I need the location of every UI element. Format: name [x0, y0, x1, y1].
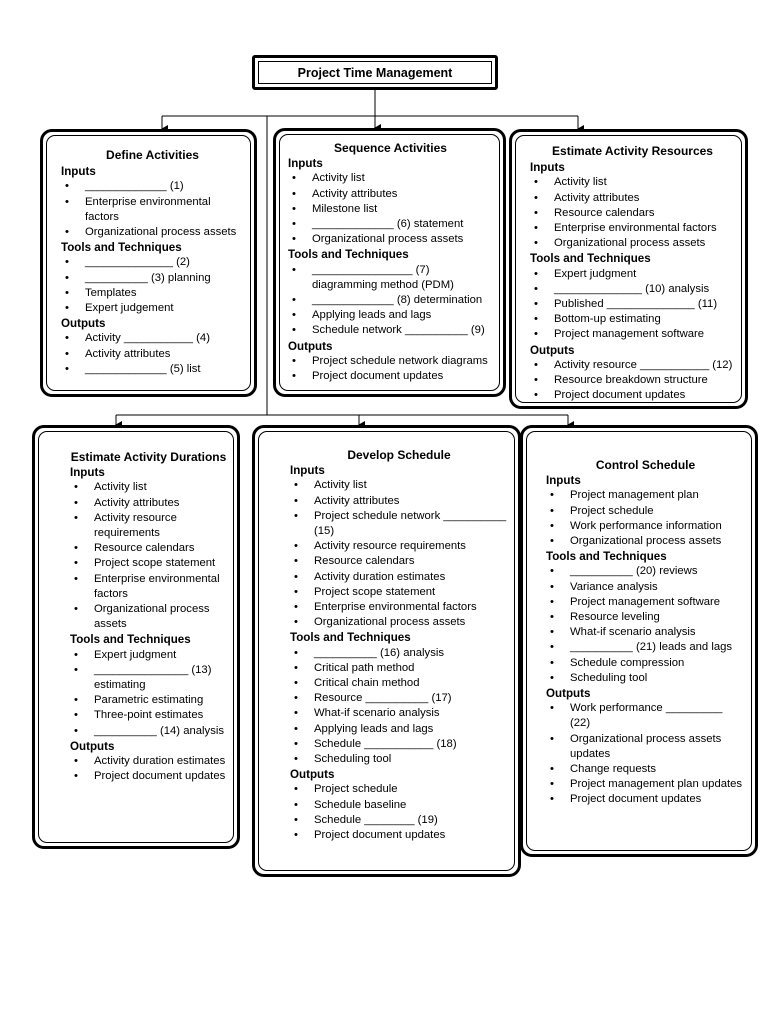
- list-item: • Schedule network __________ (9): [288, 323, 493, 338]
- list-item: • Activity ___________ (4): [61, 331, 244, 346]
- list-item: • Project document updates: [290, 828, 508, 843]
- box-title-estimate-activity-durations: Estimate Activity Durations: [70, 450, 227, 464]
- box-inner-estimate-activity-durations: [38, 431, 234, 843]
- list-inputs: [530, 175, 735, 251]
- list-item: • _____________ (8) determination: [288, 293, 493, 308]
- list-item: • Work performance information: [546, 519, 745, 534]
- list-item: • Resource __________ (17): [290, 691, 508, 706]
- list-item: • Milestone list: [288, 202, 493, 217]
- list-item: • Project document updates: [70, 769, 227, 784]
- section-heading-tools: Tools and Techniques: [530, 252, 651, 266]
- section-heading-inputs: Inputs: [288, 157, 323, 171]
- list-item: • Resource breakdown structure: [530, 373, 735, 388]
- section-heading-inputs: Inputs: [61, 165, 96, 179]
- box-title-control-schedule: Control Schedule: [595, 458, 696, 472]
- box-sequence-activities: [273, 128, 506, 397]
- list-item: • Organizational process assets: [61, 225, 244, 240]
- section-heading-outputs: Outputs: [546, 687, 591, 701]
- list-item: • Expert judgment: [70, 648, 227, 663]
- list-item: • Project scope statement: [70, 556, 227, 571]
- section-heading-tools: Tools and Techniques: [61, 241, 182, 255]
- list-tools: [61, 255, 244, 316]
- list-item: • Schedule baseline: [290, 798, 508, 813]
- list-item: • __________ (20) reviews: [546, 564, 745, 579]
- section-heading-inputs: Inputs: [290, 464, 325, 478]
- list-item: • Activity attributes: [530, 191, 735, 206]
- list-tools: [288, 263, 493, 339]
- list-inputs: [70, 480, 227, 632]
- list-item: • Critical chain method: [290, 676, 508, 691]
- list-item: • Activity list: [530, 175, 735, 190]
- list-item: • Activity attributes: [288, 187, 493, 202]
- list-item: • Organizational process assets: [546, 534, 745, 549]
- list-item: • Project schedule network diagrams: [288, 354, 493, 369]
- list-item: • Activity list: [290, 478, 508, 493]
- list-inputs: [546, 488, 745, 549]
- box-title-sequence-activities: Sequence Activities: [334, 141, 447, 155]
- list-item: • Activity attributes: [61, 347, 244, 362]
- section-heading-tools: Tools and Techniques: [70, 633, 191, 647]
- section-heading-outputs: Outputs: [61, 317, 106, 331]
- list-item: • Expert judgment: [530, 267, 735, 282]
- list-item: • Project management plan: [546, 488, 745, 503]
- box-inner-develop-schedule: [258, 431, 515, 871]
- section-heading-outputs: Outputs: [290, 768, 335, 782]
- list-item: • Scheduling tool: [546, 671, 745, 686]
- list-tools: [70, 648, 227, 739]
- list-item: • Enterprise environmental factors: [290, 600, 508, 615]
- list-item: • Organizational process assets: [530, 236, 735, 251]
- list-item: • Activity resource requirements: [70, 511, 227, 541]
- list-item: • _____________ (5) list: [61, 362, 244, 377]
- list-item: • Resource calendars: [290, 554, 508, 569]
- list-item: • ______________ (2): [61, 255, 244, 270]
- list-item: • _____________ (1): [61, 179, 244, 194]
- section-heading-tools: Tools and Techniques: [546, 550, 667, 564]
- section-heading-tools: Tools and Techniques: [290, 631, 411, 645]
- list-item: • Published ______________ (11): [530, 297, 735, 312]
- list-item: • Resource calendars: [530, 206, 735, 221]
- list-item: • Parametric estimating: [70, 693, 227, 708]
- list-tools: [546, 564, 745, 686]
- list-item: • Enterprise environmental factors: [61, 195, 244, 225]
- list-item: • Project scope statement: [290, 585, 508, 600]
- list-item: • Organizational process assets: [290, 615, 508, 630]
- box-develop-schedule: [252, 425, 521, 877]
- list-item: • What-if scenario analysis: [290, 706, 508, 721]
- list-item: • Project document updates: [546, 792, 745, 807]
- list-item: • Expert judgement: [61, 301, 244, 316]
- list-item: • Project management plan updates: [546, 777, 745, 792]
- list-item: • Change requests: [546, 762, 745, 777]
- list-item: • Variance analysis: [546, 580, 745, 595]
- list-item: • Activity resource requirements: [290, 539, 508, 554]
- list-item: • Schedule ___________ (18): [290, 737, 508, 752]
- list-item: • Schedule ________ (19): [290, 813, 508, 828]
- list-tools: [530, 267, 735, 343]
- list-item: • Project schedule: [546, 504, 745, 519]
- list-item: • Activity duration estimates: [70, 754, 227, 769]
- list-item: • __________ (14) analysis: [70, 724, 227, 739]
- list-item: • Project management software: [546, 595, 745, 610]
- list-outputs: [70, 754, 227, 784]
- title-box: [252, 55, 498, 90]
- list-item: • Organizational process assets updates: [546, 732, 745, 762]
- list-item: • Scheduling tool: [290, 752, 508, 767]
- list-item: • _____________ (6) statement: [288, 217, 493, 232]
- list-outputs: [288, 354, 493, 384]
- box-inner-control-schedule: [526, 431, 752, 851]
- list-inputs: [288, 171, 493, 247]
- box-inner-estimate-activity-resources: [515, 135, 742, 403]
- list-item: • Templates: [61, 286, 244, 301]
- section-heading-outputs: Outputs: [70, 739, 115, 753]
- list-inputs: [61, 179, 244, 240]
- list-item: • Activity duration estimates: [290, 570, 508, 585]
- list-inputs: [290, 478, 508, 630]
- diagram-title: Project Time Management: [258, 61, 492, 84]
- list-item: • Project schedule: [290, 782, 508, 797]
- list-item: • Organizational process assets: [70, 602, 227, 632]
- list-item: • Three-point estimates: [70, 708, 227, 723]
- list-item: • __________ (16) analysis: [290, 646, 508, 661]
- section-heading-tools: Tools and Techniques: [288, 248, 409, 262]
- box-estimate-activity-durations: [32, 425, 240, 849]
- list-item: • Activity list: [288, 171, 493, 186]
- list-item: • Critical path method: [290, 661, 508, 676]
- list-item: • Resource leveling: [546, 610, 745, 625]
- box-control-schedule: [520, 425, 758, 857]
- list-item: • Work performance _________ (22): [546, 701, 745, 731]
- list-item: • Project document updates: [288, 369, 493, 384]
- list-item: • Activity list: [70, 480, 227, 495]
- list-item: • Enterprise environmental factors: [70, 572, 227, 602]
- list-item: • _______________ (13) estimating: [70, 663, 227, 693]
- list-item: • Applying leads and lags: [290, 722, 508, 737]
- box-inner-sequence-activities: [279, 134, 500, 391]
- list-outputs: [530, 358, 735, 403]
- list-outputs: [546, 701, 745, 807]
- list-item: • Project document updates: [530, 388, 735, 403]
- box-title-define-activities: Define Activities: [106, 148, 199, 162]
- section-heading-outputs: Outputs: [530, 343, 575, 357]
- list-item: • Activity resource ___________ (12): [530, 358, 735, 373]
- list-outputs: [290, 782, 508, 843]
- box-inner-define-activities: [46, 135, 251, 391]
- list-item: • __________ (21) leads and lags: [546, 640, 745, 655]
- list-item: • __________ (3) planning: [61, 271, 244, 286]
- list-tools: [290, 646, 508, 768]
- list-item: • Organizational process assets: [288, 232, 493, 247]
- box-title-estimate-activity-resources: Estimate Activity Resources: [552, 144, 713, 158]
- box-estimate-activity-resources: [509, 129, 748, 409]
- list-item: • Activity attributes: [290, 494, 508, 509]
- list-item: • ________________ (7) diagramming method (PDM): [288, 263, 493, 293]
- list-outputs: [61, 331, 244, 377]
- list-item: • Bottom-up estimating: [530, 312, 735, 327]
- section-heading-inputs: Inputs: [530, 161, 565, 175]
- list-item: • Enterprise environmental factors: [530, 221, 735, 236]
- list-item: • Resource calendars: [70, 541, 227, 556]
- list-item: • Project management software: [530, 327, 735, 342]
- list-item: • What-if scenario analysis: [546, 625, 745, 640]
- list-item: • Schedule compression: [546, 656, 745, 671]
- list-item: • ______________ (10) analysis: [530, 282, 735, 297]
- box-title-develop-schedule: Develop Schedule: [347, 448, 451, 462]
- section-heading-inputs: Inputs: [546, 474, 581, 488]
- list-item: • Activity attributes: [70, 496, 227, 511]
- section-heading-outputs: Outputs: [288, 339, 333, 353]
- list-item: • Applying leads and lags: [288, 308, 493, 323]
- box-define-activities: [40, 129, 257, 397]
- list-item: • Project schedule network __________ (15): [290, 509, 508, 539]
- section-heading-inputs: Inputs: [70, 466, 105, 480]
